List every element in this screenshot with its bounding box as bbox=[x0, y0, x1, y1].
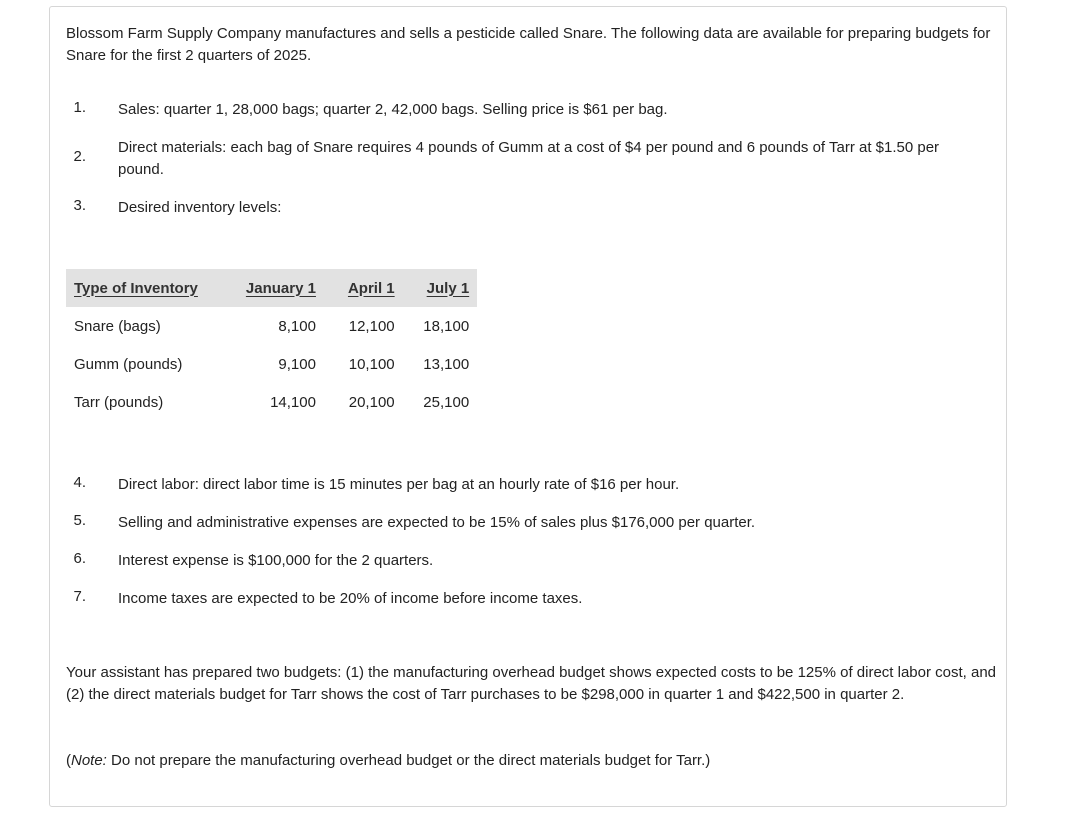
header-type: Type of Inventory bbox=[66, 269, 222, 307]
cell-value: 10,100 bbox=[348, 355, 395, 373]
item-number: 5. bbox=[73, 512, 86, 529]
item-text: Interest expense is $100,000 for the 2 quarters. bbox=[118, 552, 434, 569]
table-row bbox=[66, 383, 477, 421]
cell-value: 25,100 bbox=[423, 393, 470, 411]
item-text: Direct materials: each bag of Snare requires 4 pounds of Gumm at a cost of $4 per pound and 6 pounds of Tarr at $1.50 per pound. bbox=[118, 139, 940, 178]
cell-value: 18,100 bbox=[423, 317, 470, 335]
note-label: Note: bbox=[71, 752, 107, 769]
cell-value: 12,100 bbox=[348, 317, 395, 335]
item-text: Income taxes are expected to be 20% of income before income taxes. bbox=[118, 590, 583, 607]
table-header-row bbox=[66, 269, 477, 307]
table-row bbox=[66, 307, 477, 345]
item-text: Selling and administrative expenses are expected to be 15% of sales plus $176,000 per quarter. bbox=[118, 514, 756, 531]
cell-value: 14,100 bbox=[270, 393, 316, 411]
item-number: 6. bbox=[73, 550, 86, 567]
item-number: 7. bbox=[73, 588, 86, 605]
item-text: Direct labor: direct labor time is 15 minutes per bag at an hourly rate of $16 per hour. bbox=[118, 476, 680, 493]
row-label: Tarr (pounds) bbox=[74, 393, 164, 411]
note-paragraph: (Note: Do not prepare the manufacturing overhead budget or the direct materials budget for Tarr.) bbox=[66, 752, 711, 769]
header-jan: January 1 bbox=[222, 269, 324, 307]
cell-value: 9,100 bbox=[278, 355, 316, 373]
cell-value: 13,100 bbox=[423, 355, 470, 373]
item-text: Desired inventory levels: bbox=[118, 199, 282, 216]
problem-card bbox=[49, 6, 1007, 807]
cell-value: 8,100 bbox=[278, 317, 316, 335]
table-row bbox=[66, 345, 477, 383]
item-number: 4. bbox=[73, 474, 86, 491]
inventory-table bbox=[66, 269, 477, 421]
row-label: Snare (bags) bbox=[74, 317, 161, 335]
intro-paragraph: Blossom Farm Supply Company manufactures and sells a pesticide called Snare. The following data are available for preparing budgets for Snare for the first 2 quarters of 2025. bbox=[66, 25, 991, 64]
item-text: Sales: quarter 1, 28,000 bags; quarter 2, 42,000 bags. Selling price is $61 per bag. bbox=[118, 101, 668, 118]
note-text: Do not prepare the manufacturing overhead budget or the direct materials budget for Tarr.) bbox=[106, 752, 711, 769]
assistant-paragraph: Your assistant has prepared two budgets: (1) the manufacturing overhead budget shows expected costs to be 125% of direct labor cost, and (2) the direct materials budget for Tarr shows the cost of Tarr purchases to be $298,000 in quarter 1 and $422,500 in quarter 2. bbox=[66, 664, 997, 703]
row-label: Gumm (pounds) bbox=[74, 355, 183, 373]
cell-value: 20,100 bbox=[348, 393, 395, 411]
header-apr: April 1 bbox=[324, 269, 403, 307]
item-number: 1. bbox=[73, 99, 86, 116]
item-number: 3. bbox=[73, 197, 86, 214]
header-jul: July 1 bbox=[403, 269, 478, 307]
item-number: 2. bbox=[73, 148, 86, 165]
